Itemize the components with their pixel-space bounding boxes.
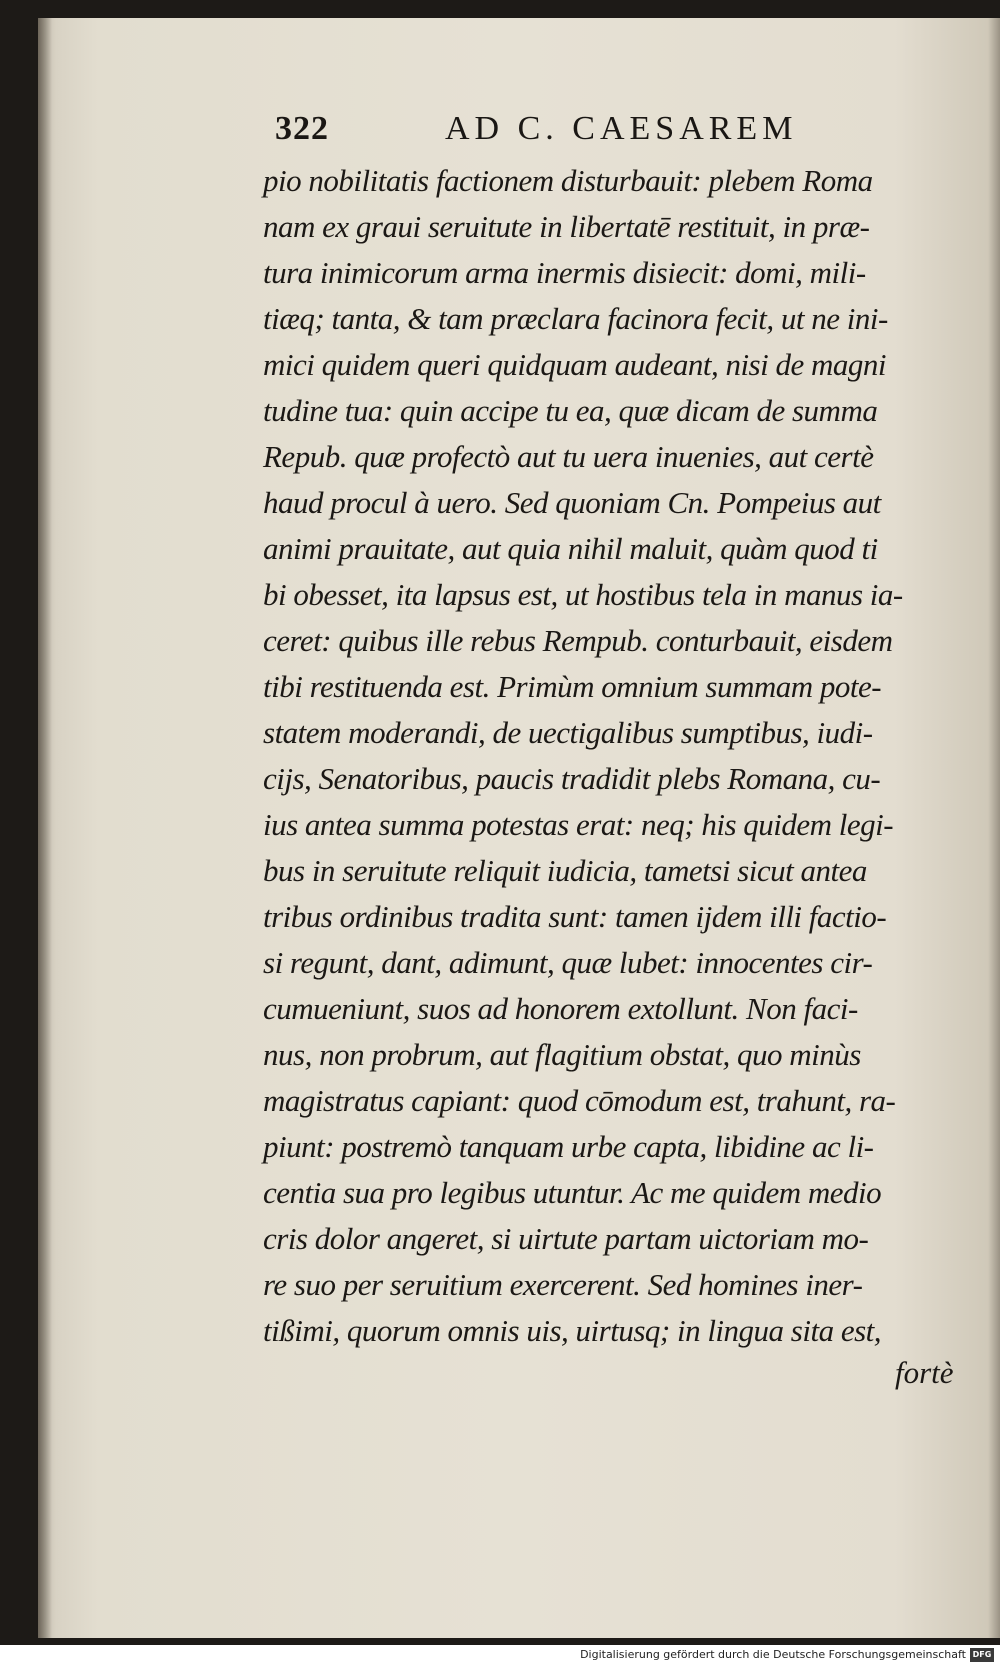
page-edge: [988, 18, 1000, 1638]
text-line: cris dolor angeret, si uirtute partam uictoriam mo-: [263, 1221, 869, 1256]
page-header: [275, 110, 835, 154]
text-line: haud procul à uero. Sed quoniam Cn. Pompeius aut: [263, 485, 881, 520]
text-line: pio nobilitatis factionem disturbauit: plebem Roma: [263, 163, 873, 198]
page-number: 322: [275, 110, 329, 147]
text-line: ceret: quibus ille rebus Rempub. conturbauit, eisdem: [263, 623, 893, 658]
text-line: tudine tua: quin accipe tu ea, quæ dicam de summa: [263, 393, 878, 428]
text-line: ius antea summa potestas erat: neq; his quidem legi-: [263, 807, 894, 842]
funding-credit: Digitalisierung gefördert durch die Deutsche Forschungsgemeinschaft: [580, 1648, 966, 1661]
text-line: Repub. quæ profectò aut tu uera inuenies, aut certè: [263, 439, 874, 474]
text-line: cijs, Senatoribus, paucis tradidit plebs Romana, cu-: [263, 761, 881, 796]
gutter-shadow: [38, 18, 52, 1638]
text-line: animi prauitate, aut quia nihil maluit, quàm quod ti: [263, 531, 878, 566]
catchword: fortè: [895, 1355, 954, 1390]
text-line: bi obesset, ita lapsus est, ut hostibus tela in manus ia-: [263, 577, 903, 612]
text-line: magistratus capiant: quod cōmodum est, trahunt, ra-: [263, 1083, 896, 1118]
text-line: centia sua pro legibus utuntur. Ac me quidem medio: [263, 1175, 882, 1210]
text-line: bus in seruitute reliquit iudicia, tametsi sicut antea: [263, 853, 867, 888]
text-line: statem moderandi, de uectigalibus sumptibus, iudi-: [263, 715, 873, 750]
text-line: tißimi, quorum omnis uis, uirtusq; in lingua sita est,: [263, 1313, 882, 1348]
text-line: cumueniunt, suos ad honorem extollunt. Non faci-: [263, 991, 858, 1026]
text-line: tura inimicorum arma inermis disiecit: domi, mili-: [263, 255, 866, 290]
text-line: re suo per seruitium exercerent. Sed homines iner-: [263, 1267, 863, 1302]
dfg-logo-icon: DFG: [970, 1648, 994, 1662]
text-line: mici quidem queri quidquam audeant, nisi de magni: [263, 347, 886, 382]
text-line: tiæq; tanta, & tam præclara facinora fecit, ut ne ini-: [263, 301, 888, 336]
text-line: nus, non probrum, aut flagitium obstat, quo minùs: [263, 1037, 861, 1072]
text-line: tribus ordinibus tradita sunt: tamen ijdem illi factio-: [263, 899, 887, 934]
footer-bar: [0, 1645, 1000, 1667]
text-line: si regunt, dant, adimunt, quæ lubet: innocentes cir-: [263, 945, 873, 980]
body-text: [263, 158, 963, 1354]
text-line: piunt: postremò tanquam urbe capta, libidine ac li-: [263, 1129, 874, 1164]
running-head: AD C. CAESAREM: [445, 110, 798, 147]
text-line: tibi restituenda est. Primùm omnium summam pote-: [263, 669, 882, 704]
text-line: nam ex graui seruitute in libertatē restituit, in præ-: [263, 209, 870, 244]
